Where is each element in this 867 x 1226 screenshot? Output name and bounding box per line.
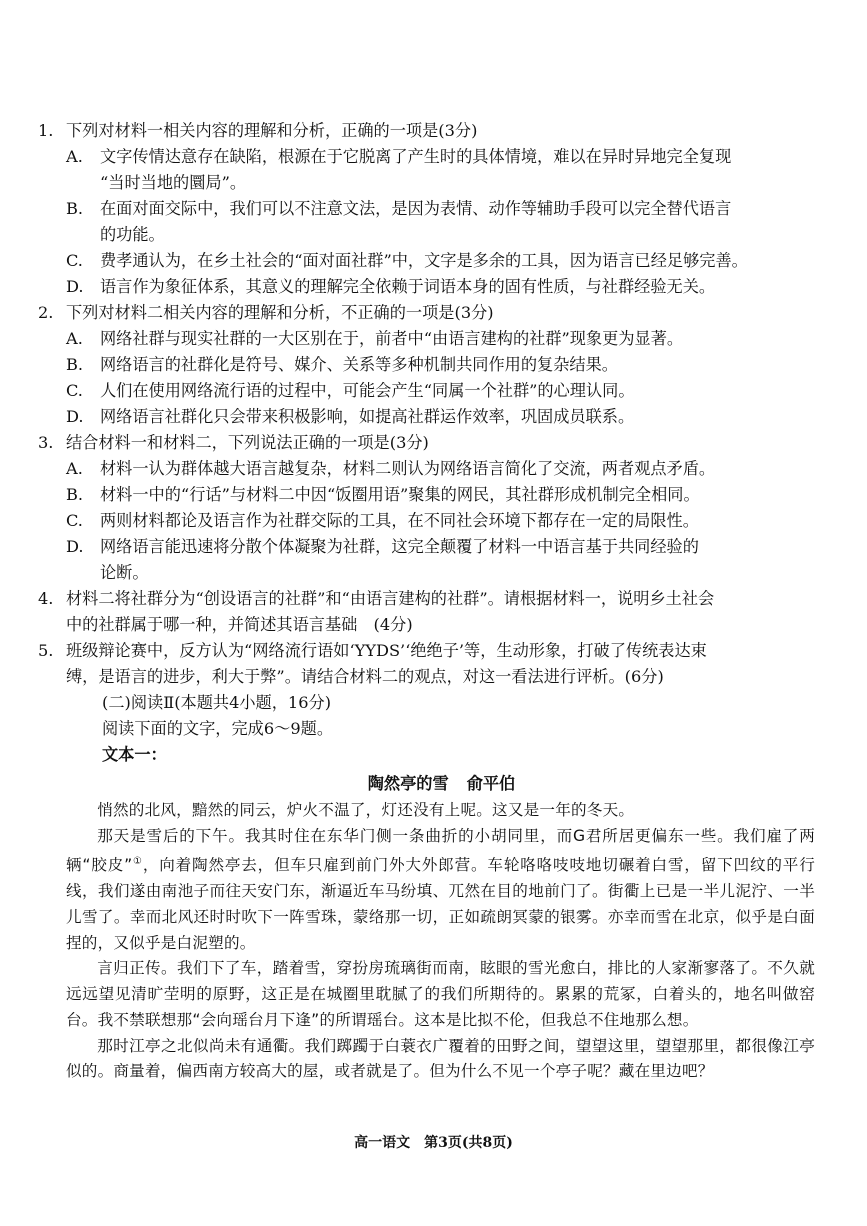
question-number: 3. — [38, 433, 54, 452]
option-text: 材料一中的“行话”与材料二中因“饭圈用语”聚集的网民，其社群形成机制完全相同。 — [100, 485, 700, 504]
question-stem: 结合材料一和材料二，下列说法正确的一项是(3分) — [66, 433, 429, 452]
question-stem-continued: 缚，是语言的进步，利大于弊”。请结合材料二的观点，对这一看法进行评析。(6分) — [66, 667, 664, 686]
option-label: C. — [66, 251, 83, 270]
option-label: B. — [66, 355, 84, 374]
question-number: 2. — [38, 303, 54, 322]
question-stem: 材料二将社群分为“创设语言的社群”和“由语言建构的社群”。请根据材料一，说明乡土社会 — [66, 589, 715, 608]
section-instruction: 阅读下面的文字，完成6～9题。 — [102, 719, 334, 738]
option-text: 网络语言能迅速将分散个体凝聚为社群，这完全颠覆了材料一中语言基于共同经验的 — [100, 537, 699, 556]
question-5 — [38, 638, 815, 690]
option-text: 网络社群与现实社群的一大区别在于，前者中“由语言建构的社群”现象更为显著。 — [100, 329, 684, 348]
question-number: 4. — [38, 589, 54, 608]
option-label: C. — [66, 381, 83, 400]
question-1 — [38, 118, 815, 300]
question-stem-continued: 中的社群属于哪一种，并简述其语言基础 (4分) — [66, 615, 413, 634]
paragraph-text: ，向着陶然亭去，但车只雇到前门外大外郎营。车轮咯咯吱吱地切碾着白雪，留下凹纹的平行线，我们遂由南池子而往天安门东，渐逼近车马纷填、兀然在目的地前门了。街衢上已是一半儿泥泞、一半儿雪了。幸而北风还时时吹下一阵雪珠，蒙络那一切，正如疏朗冥蒙的银雾。亦幸而雪在北京，似乎是白面捏的，又似乎是白泥塑的。 — [66, 856, 815, 952]
option-label: D. — [66, 277, 84, 296]
footnote-marker: ① — [132, 856, 143, 868]
option-text: 在面对面交际中，我们可以不注意文法，是因为表情、动作等辅助手段可以完全替代语言 — [100, 199, 732, 218]
question-number: 1. — [38, 121, 54, 140]
question-3 — [38, 430, 815, 586]
option-text-continued: 的功能。 — [100, 225, 165, 244]
question-stem: 下列对材料一相关内容的理解和分析，正确的一项是(3分) — [66, 121, 478, 140]
paragraph-text: 那天是雪后的下午。我其时住在东华门侧一条曲折的小胡同里，而G君所居更偏东一些。我们雇了两辆“胶皮” — [66, 826, 815, 875]
option-text-continued: “当时当地的圜局”。 — [100, 173, 247, 192]
page-footer: 高一语文 第3页(共8页) — [354, 1135, 513, 1151]
option-label: B. — [66, 485, 84, 504]
option-label: A. — [66, 147, 83, 166]
essay-paragraph: 言归正传。我们下了车，踏着雪，穿扮房琉璃街而南，眩眼的雪光愈白，排比的人家渐寥落了。不久就远远望见清旷茔明的原野，这正是在城圈里耽腻了的我们所期待的。累累的荒冢，白着头的，地名叫做窑台。我不禁联想那“会向瑶台月下逢”的所谓瑶台。这本是比拟不伦，但我总不住地那么想。 — [66, 959, 815, 1029]
option-text: 网络语言的社群化是符号、媒介、关系等多种机制共同作用的复杂结果。 — [100, 355, 618, 374]
essay-author: 俞平伯 — [466, 774, 516, 793]
option-label: D. — [66, 407, 84, 426]
question-stem: 下列对材料二相关内容的理解和分析，不正确的一项是(3分) — [66, 303, 494, 322]
text-label: 文本一： — [102, 745, 167, 764]
question-number: 5. — [38, 641, 54, 660]
option-text: 语言作为象征体系，其意义的理解完全依赖于词语本身的固有性质，与社群经验无关。 — [100, 277, 716, 296]
option-label: A. — [66, 459, 83, 478]
option-text: 材料一认为群体越大语言越复杂，材料二则认为网络语言简化了交流，两者观点矛盾。 — [100, 459, 716, 478]
option-text: 网络语言社群化只会带来积极影响，如提高社群运作效率，巩固成员联系。 — [100, 407, 635, 426]
essay-title: 陶然亭的雪 — [367, 774, 449, 793]
question-4 — [38, 586, 815, 638]
option-label: A. — [66, 329, 83, 348]
option-label: B. — [66, 199, 84, 218]
question-stem: 班级辩论赛中，反方认为“网络流行语如‘YYDS’‘绝绝子’等，生动形象，打破了传统表达束 — [66, 641, 707, 660]
option-text: 人们在使用网络流行语的过程中，可能会产生“同属一个社群”的心理认同。 — [100, 381, 635, 400]
essay-paragraph: 那时江亭之北似尚未有通衢。我们踯躅于白蓑衣广覆着的田野之间，望望这里，望望那里，都很像江亭似的。商量着，偏西南方较高大的屋，或者就是了。但为什么不见一个亭子呢？藏在里边吧？ — [66, 1036, 815, 1081]
option-text-continued: 论断。 — [100, 563, 149, 582]
essay-heading — [38, 770, 815, 798]
option-text: 费孝通认为，在乡土社会的“面对面社群”中，文字是多余的工具，因为语言已经足够完善。 — [100, 251, 748, 270]
option-text: 文字传情达意存在缺陷，根源在于它脱离了产生时的具体情境，难以在异时异地完全复现 — [100, 147, 732, 166]
essay-paragraph — [38, 824, 815, 957]
option-label: D. — [66, 537, 84, 556]
option-text: 两则材料都论及语言作为社群交际的工具，在不同社会环境下都存在一定的局限性。 — [100, 511, 699, 530]
section-heading: (二)阅读Ⅱ(本题共4小题，16分) — [102, 693, 332, 712]
essay-paragraph: 悄然的北风，黯然的同云，炉火不温了，灯还没有上呢。这又是一年的冬天。 — [97, 801, 635, 819]
question-2 — [38, 300, 815, 430]
option-label: C. — [66, 511, 83, 530]
